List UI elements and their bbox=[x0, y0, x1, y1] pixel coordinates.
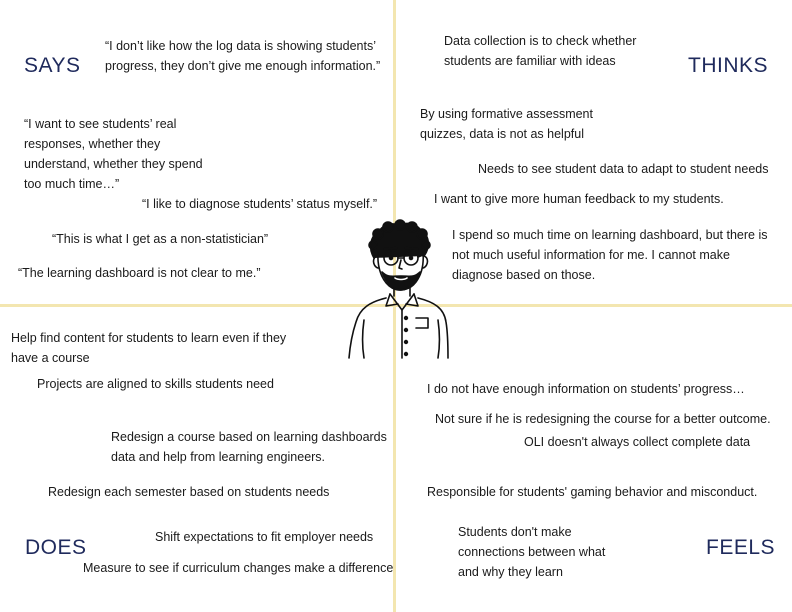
thinks-note-2: By using formative assessment quizzes, data is not as helpful bbox=[420, 107, 593, 141]
does-heading: DOES bbox=[25, 536, 87, 559]
does-note-3: Redesign a course based on learning dashboards data and help from learning engineers. bbox=[111, 430, 387, 464]
does-note-1: Help find content for students to learn even if they have a course bbox=[11, 331, 287, 365]
thinks-note-5: I spend so much time on learning dashboard, but there is not much useful information for me. I cannot make diagnose based on those. bbox=[452, 228, 768, 282]
feels-note-4: Responsible for students' gaming behavior and misconduct. bbox=[427, 485, 758, 499]
feels-note-1: I do not have enough information on students’ progress… bbox=[427, 382, 745, 396]
says-heading: SAYS bbox=[24, 54, 81, 77]
feels-note-5: Students don't make connections between what and why they learn bbox=[458, 525, 606, 579]
does-note-5: Shift expectations to fit employer needs bbox=[155, 530, 374, 544]
thinks-heading: THINKS bbox=[688, 54, 769, 77]
says-note-2: “I want to see students’ real responses, whether they understand, whether they spend too much time…” bbox=[24, 117, 203, 191]
says-note-1: “I don’t like how the log data is showing students’ progress, they don’t give me enough information.” bbox=[105, 39, 381, 73]
feels-heading: FEELS bbox=[706, 536, 776, 559]
does-note-6: Measure to see if curriculum changes make a difference bbox=[83, 561, 394, 575]
does-note-4: Redesign each semester based on students needs bbox=[48, 485, 330, 499]
says-note-4: “This is what I get as a non-statistician” bbox=[52, 232, 269, 246]
feels-note-2: Not sure if he is redesigning the course for a better outcome. bbox=[435, 412, 771, 426]
feels-note-3: OLI doesn't always collect complete data bbox=[524, 435, 751, 449]
thinks-note-1: Data collection is to check whether students are familiar with ideas bbox=[444, 34, 637, 68]
thinks-note-3: Needs to see student data to adapt to student needs bbox=[478, 162, 769, 176]
does-note-2: Projects are aligned to skills students need bbox=[37, 377, 274, 391]
thinks-note-4: I want to give more human feedback to my students. bbox=[434, 192, 724, 206]
persona-illustration-icon bbox=[340, 218, 452, 360]
says-note-5: “The learning dashboard is not clear to me.” bbox=[18, 266, 261, 280]
says-note-3: “I like to diagnose students’ status myself.” bbox=[142, 197, 378, 211]
